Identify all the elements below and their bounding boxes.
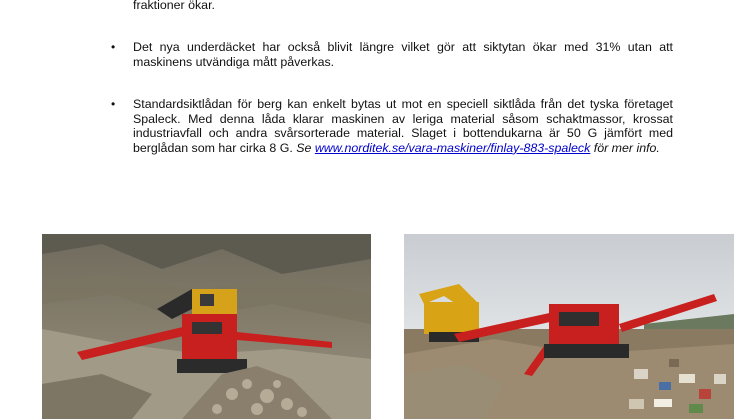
bullet-item [111,40,673,69]
paragraph-fragment: fraktioner ökar. [133,0,215,12]
bullet-text: Standardsiktlådan för berg kan enkelt bytas ut mot en speciell siktlåda från det tyska företaget Spaleck. Med denna låda klarar maskinen av leriga material såsom schaktmassor, krossat industriavfall och andra svårsorterade material. Slaget i bottendukarna är 50 G jämfört med berglådan som har cirka 8 G. [133,97,673,155]
see-suffix: för mer info. [593,140,660,155]
quarry-machine-photo [42,234,371,419]
spaleck-link[interactable]: www.norditek.se/vara-maskiner/finlay-883-spaleck [314,140,591,155]
bullet-item [111,97,673,155]
see-prefix: Se [296,140,312,155]
waste-site-machine-photo [404,234,734,419]
bullet-dot: • [111,40,116,54]
bullet-dot: • [111,97,116,111]
bullet-text: Det nya underdäcket har också blivit längre vilket gör att siktytan ökar med 31% utan att maskinens utvändiga mått påverkas. [133,40,673,69]
